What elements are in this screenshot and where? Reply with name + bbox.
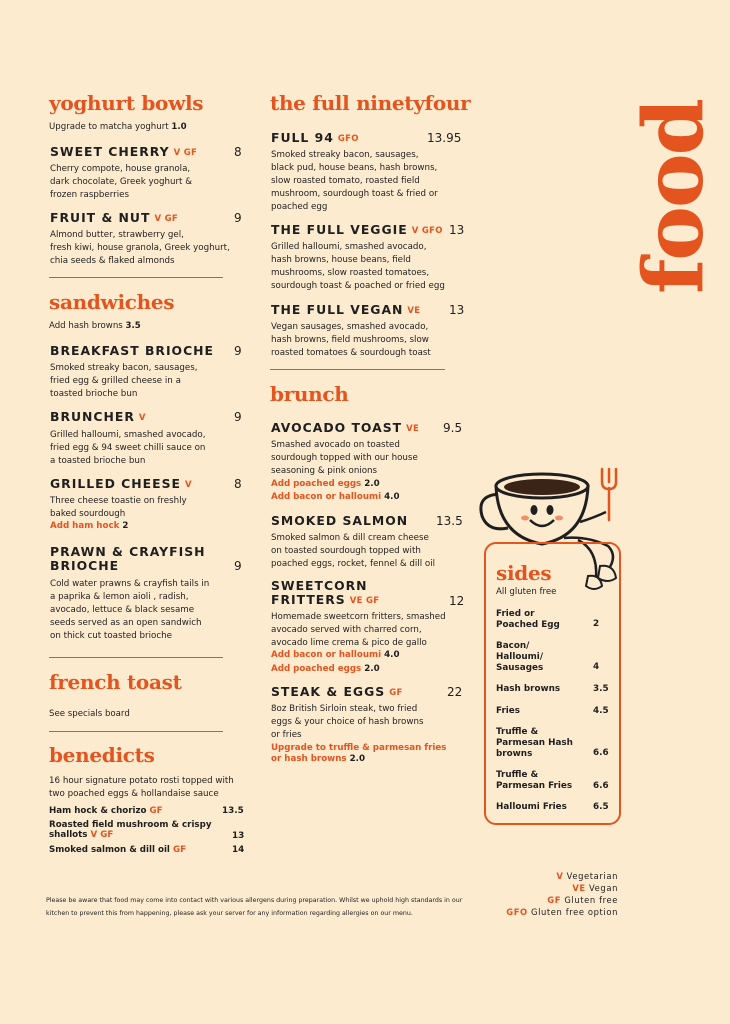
desc-full-vegan: Vegan sausages, smashed avocado, hash browns, field mushrooms, slow roasted tomatoes & sourdough toast [271, 322, 431, 358]
desc-sweetcorn-fritters: Homemade sweetcorn fritters, smashed avocado served with charred corn, avocado lime crema & pico de gallo [271, 612, 446, 648]
price-benedict-smoked-salmon: 14 [232, 845, 245, 855]
legend-gluten-free-option: GFO Gluten free option [506, 907, 618, 917]
benedict-ham-hock: Ham hock & chorizo GF [49, 806, 163, 816]
section-title-brunch: brunch [270, 382, 349, 406]
price-side-egg: 2 [593, 619, 600, 629]
section-title-full-ninetyfour: the full ninetyfour [270, 91, 471, 115]
divider [270, 369, 445, 370]
price-benedict-mushroom: 13 [232, 831, 245, 841]
benedict-mushroom: Roasted field mushroom & crispy shallots V GF [49, 820, 212, 841]
price-grilled-cheese: 8 [234, 477, 242, 491]
desc-breakfast-brioche: Smoked streaky bacon, sausages, fried egg & grilled cheese in a toasted brioche bun [50, 363, 198, 399]
item-name-avocado-toast: AVOCADO TOAST VE [271, 420, 420, 435]
side-hash-browns: Hash browns [496, 684, 561, 694]
desc-full-94: Smoked streaky bacon, sausages, black pud, house beans, hash browns, slow roasted tomato, roasted field mushroom, sourdough toast & fried or poached egg [271, 150, 438, 212]
section-title-sides: sides [496, 561, 552, 585]
sides-note: All gluten free [496, 587, 557, 597]
price-side-halloumi-fries: 6.5 [593, 802, 609, 812]
price-full-94: 13.95 [427, 131, 462, 145]
price-bruncher: 9 [234, 410, 242, 424]
legend-vegan: VE Vegan [572, 883, 618, 893]
item-name-full-94: FULL 94 GFO [271, 130, 359, 145]
side-fried-poached-egg: Fried or Poached Egg [496, 609, 560, 630]
price-steak-eggs: 22 [447, 685, 463, 699]
legend-gluten-free: GF Gluten free [547, 895, 618, 905]
desc-full-veggie: Grilled halloumi, smashed avocado, hash browns, house beans, field mushrooms, slow roasted tomatoes, sourdough toast & poached or fried egg [271, 242, 445, 291]
addon-poached-eggs: Add poached eggs 2.0 [271, 664, 380, 674]
allergen-disclaimer: Please be aware that food may come into contact with various allergens during preparation. Whilst we uphold high standards in our kitchen to prevent this from happening, please ask your server for any information regarding allergies on our menu. [46, 897, 463, 917]
item-name-prawn-crayfish: PRAWN & CRAYFISH BRIOCHE [50, 544, 206, 574]
section-title-benedicts: benedicts [49, 743, 155, 767]
divider [49, 657, 223, 658]
addon-poached-eggs: Add poached eggs 2.0 [271, 479, 380, 489]
item-name-sweetcorn-fritters: SWEETCORN FRITTERS VE GF [271, 578, 380, 608]
desc-grilled-cheese: Three cheese toastie on freshly baked sourdough [50, 496, 187, 519]
price-side-fries: 4.5 [593, 706, 609, 716]
price-smoked-salmon: 13.5 [436, 514, 463, 528]
addon-bacon-halloumi: Add bacon or halloumi 4.0 [271, 492, 400, 502]
item-name-full-veggie: THE FULL VEGGIE V GFO [271, 222, 443, 237]
side-truffle-fries: Truffle & Parmesan Fries [496, 770, 573, 791]
item-name-bruncher: BRUNCHER V [50, 409, 146, 424]
price-fruit-nut: 9 [234, 211, 242, 225]
price-side-hash-browns: 3.5 [593, 684, 609, 694]
food-heading-text: food [626, 100, 722, 294]
price-sweetcorn-fritters: 12 [449, 594, 465, 608]
desc-smoked-salmon: Smoked salmon & dill cream cheese on toasted sourdough topped with poached eggs, rocket, fennel & dill oil [271, 533, 436, 569]
desc-fruit-nut: Almond butter, strawberry gel, fresh kiwi, house granola, Greek yoghurt, chia seeds & flaked almonds [50, 230, 230, 266]
item-name-full-vegan: THE FULL VEGAN VE [271, 302, 421, 317]
sandwiches-note: Add hash browns 3.5 [49, 321, 141, 331]
side-bacon-halloumi-sausages: Bacon/ Halloumi/ Sausages [496, 641, 544, 673]
price-full-veggie: 13 [449, 223, 465, 237]
divider [49, 277, 223, 278]
price-sweet-cherry: 8 [234, 145, 242, 159]
price-side-bacon: 4 [593, 662, 600, 672]
upgrade-truffle-fries: Upgrade to truffle & parmesan fries or hash browns 2.0 [271, 743, 447, 764]
item-name-fruit-nut: FRUIT & NUT V GF [50, 210, 178, 225]
section-title-yoghurt-bowls: yoghurt bowls [49, 91, 204, 115]
price-avocado-toast: 9.5 [443, 421, 463, 435]
price-prawn-crayfish: 9 [234, 559, 242, 573]
item-name-smoked-salmon: SMOKED SALMON [271, 513, 409, 528]
section-title-french-toast: french toast [49, 670, 182, 694]
item-name-grilled-cheese: GRILLED CHEESE V [50, 476, 192, 491]
addon-bacon-halloumi: Add bacon or halloumi 4.0 [271, 650, 400, 660]
desc-sweet-cherry: Cherry compote, house granola, dark chocolate, Greek yoghurt & frozen raspberries [50, 164, 192, 200]
item-name-breakfast-brioche: BREAKFAST BRIOCHE [50, 343, 215, 358]
price-full-vegan: 13 [449, 303, 465, 317]
desc-avocado-toast: Smashed avocado on toasted sourdough topped with our house seasoning & pink onions [271, 440, 418, 476]
side-halloumi-fries: Halloumi Fries [496, 802, 567, 812]
price-benedict-ham-hock: 13.5 [222, 806, 244, 816]
legend-vegetarian: V Vegetarian [556, 871, 618, 881]
desc-benedicts: 16 hour signature potato rosti topped with two poached eggs & hollandaise sauce [49, 776, 234, 799]
price-side-truffle-hash: 6.6 [593, 748, 609, 758]
divider [49, 731, 223, 732]
addon-ham-hock: Add ham hock 2 [50, 521, 129, 531]
yoghurt-note: Upgrade to matcha yoghurt 1.0 [49, 122, 187, 132]
food-heading [626, 98, 722, 298]
item-name-steak-eggs: STEAK & EGGS GF [271, 684, 403, 699]
french-toast-note: See specials board [49, 709, 130, 719]
price-side-truffle-fries: 6.6 [593, 781, 609, 791]
section-title-sandwiches: sandwiches [49, 290, 175, 314]
item-name-sweet-cherry: SWEET CHERRY V GF [50, 144, 198, 159]
desc-steak-eggs: 8oz British Sirloin steak, two fried eggs & your choice of hash browns or fries [271, 704, 424, 740]
desc-bruncher: Grilled halloumi, smashed avocado, fried egg & 94 sweet chilli sauce on a toasted brioche bun [50, 430, 206, 466]
side-fries: Fries [496, 706, 521, 716]
desc-prawn-crayfish: Cold water prawns & crayfish tails in a paprika & lemon aioli , radish, avocado, lettuce & black sesame seeds served as an open sandwich on thick cut toasted brioche [50, 579, 210, 641]
side-truffle-hash-browns: Truffle & Parmesan Hash browns [496, 727, 573, 759]
price-breakfast-brioche: 9 [234, 344, 242, 358]
benedict-smoked-salmon: Smoked salmon & dill oil GF [49, 845, 187, 855]
